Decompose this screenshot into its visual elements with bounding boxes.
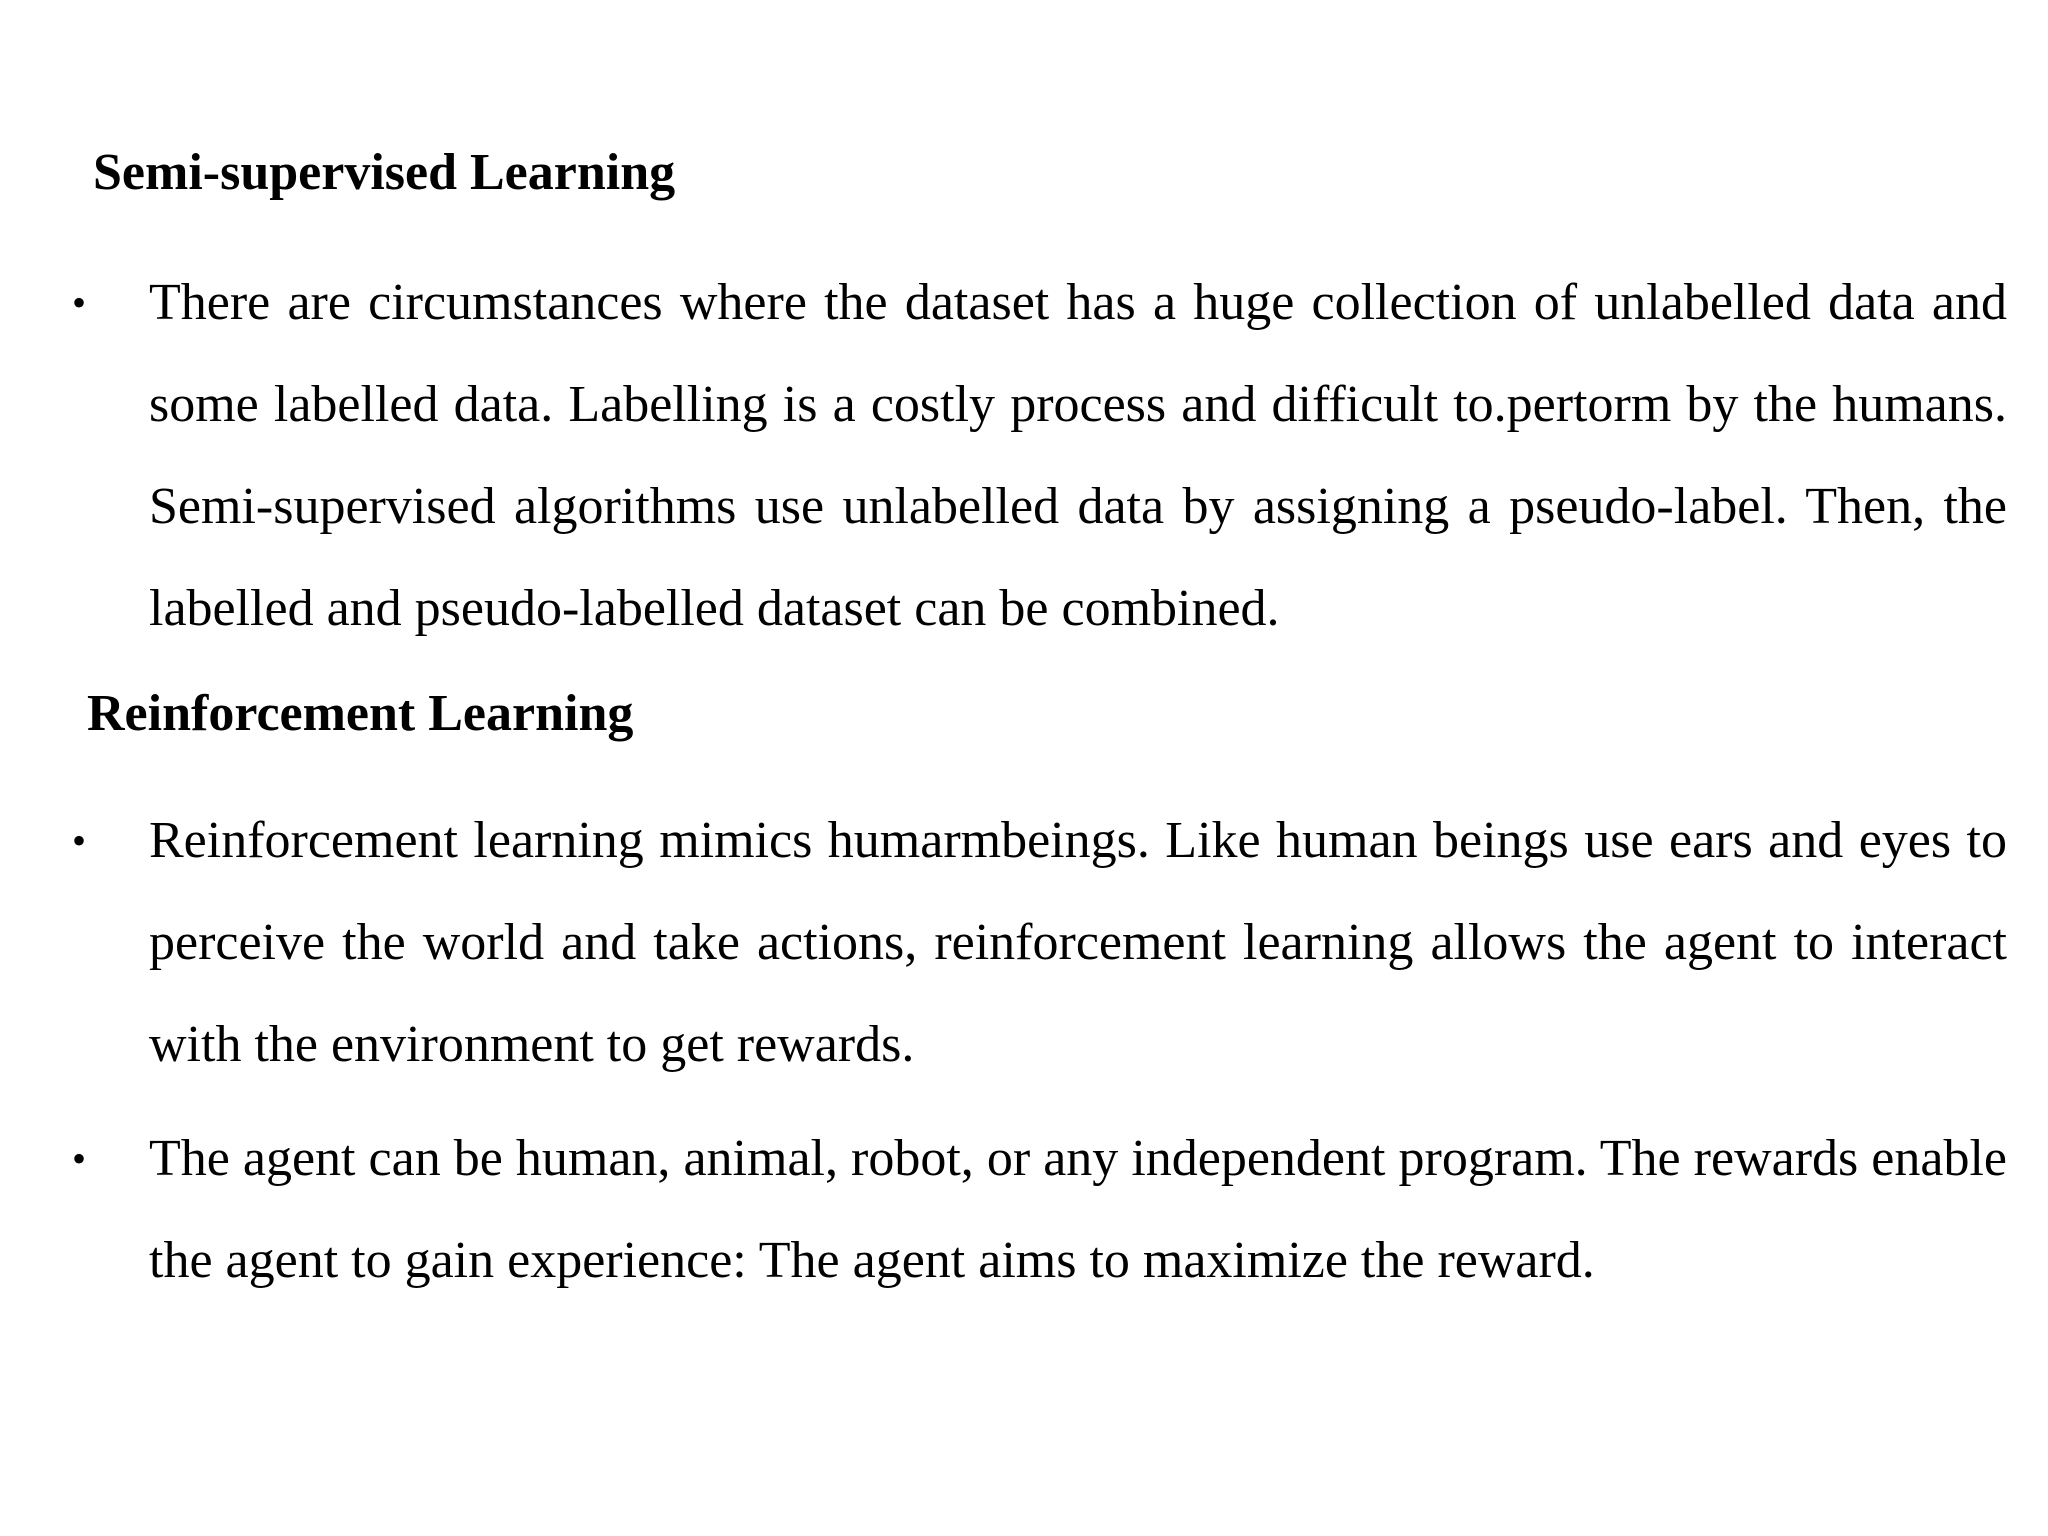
bullet-icon: • — [72, 1136, 87, 1181]
bullet-text: Reinforcement learning mimics humarmbeings. Like human beings use ears and eyes to perceive the world and take actions, reinforcement learning allows the agent to interact with the environment to get rewards. — [149, 812, 2007, 1073]
bullet-text: The agent can be human, animal, robot, or any independent program. The rewards enable the agent to gain experience: The agent aims to maximize the reward. — [149, 1130, 2007, 1289]
bullet-icon: • — [72, 280, 87, 325]
heading-reinforcement-learning: Reinforcement Learning — [87, 685, 634, 742]
heading-semi-supervised-learning: Semi-supervised Learning — [93, 144, 676, 201]
bullet-text: There are circumstances where the dataset has a huge collection of unlabelled data and some labelled data. Labelling is a costly process and difficult to.pertorm by the humans. Semi-supervised algorithms use unlabelled data by assigning a pseudo-label. Then, the labelled and pseudo-labelled dataset can be combined. — [149, 274, 2007, 637]
bullet-icon: • — [72, 818, 87, 863]
